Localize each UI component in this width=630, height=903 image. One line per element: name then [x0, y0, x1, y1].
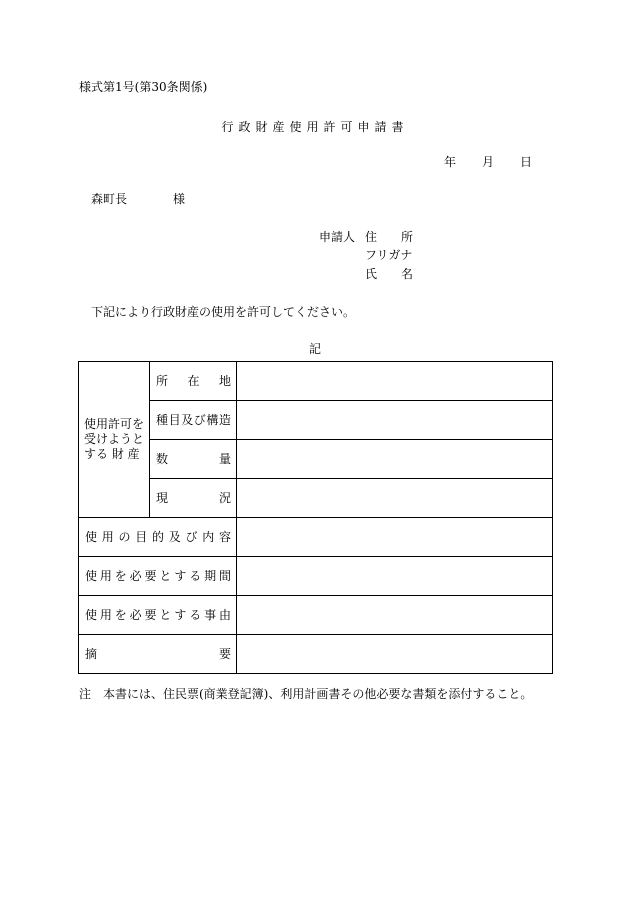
quantity-label: 数量 — [150, 440, 237, 479]
remarks-label: 摘要 — [79, 635, 237, 674]
type-structure-value[interactable] — [237, 401, 553, 440]
period-value[interactable] — [237, 557, 553, 596]
condition-label: 現況 — [150, 479, 237, 518]
location-label: 所在地 — [150, 362, 237, 401]
remarks-value[interactable] — [237, 635, 553, 674]
application-table — [78, 361, 553, 674]
purpose-label: 使用の目的及び内容 — [79, 518, 237, 557]
table-row — [79, 362, 553, 401]
table-row — [79, 401, 553, 440]
table-row — [79, 557, 553, 596]
quantity-value[interactable] — [237, 440, 553, 479]
reason-value[interactable] — [237, 596, 553, 635]
applicant-furigana-label: フリガナ — [365, 248, 413, 262]
form-number: 様式第1号(第30条関係) — [79, 80, 208, 94]
applicant-address-label: 住 所 — [365, 230, 414, 244]
date-month-label: 月 — [482, 155, 495, 169]
table-row — [79, 518, 553, 557]
table-row — [79, 440, 553, 479]
table-row — [79, 596, 553, 635]
table-row — [79, 635, 553, 674]
ki-heading: 記 — [308, 342, 321, 356]
addressee-name: 森町長 — [91, 192, 128, 206]
date-year-label: 年 — [444, 155, 457, 169]
group-label-line: 使用許可を — [84, 417, 145, 431]
request-statement: 下記により行政財産の使用を許可してください。 — [91, 305, 356, 319]
date-day-label: 日 — [520, 155, 533, 169]
addressee-honorific: 様 — [173, 192, 186, 206]
location-value[interactable] — [237, 362, 553, 401]
purpose-value[interactable] — [237, 518, 553, 557]
date-line — [444, 156, 532, 168]
period-label: 使用を必要とする期間 — [79, 557, 237, 596]
applicant-label: 申請人 — [319, 230, 356, 244]
group-label-line: する 財 産 — [84, 447, 140, 461]
condition-value[interactable] — [237, 479, 553, 518]
type-structure-label: 種目及び構造 — [150, 401, 237, 440]
table-row — [79, 479, 553, 518]
property-group-label — [79, 362, 150, 518]
attachment-note: 注 本書には、住民票(商業登記簿)、利用計画書その他必要な書類を添付すること。 — [79, 687, 533, 701]
applicant-name-label: 氏 名 — [365, 267, 414, 281]
group-label-line: 受けようと — [84, 432, 145, 446]
document-title: 行政財産使用許可申請書 — [221, 120, 409, 134]
reason-label: 使用を必要とする事由 — [79, 596, 237, 635]
